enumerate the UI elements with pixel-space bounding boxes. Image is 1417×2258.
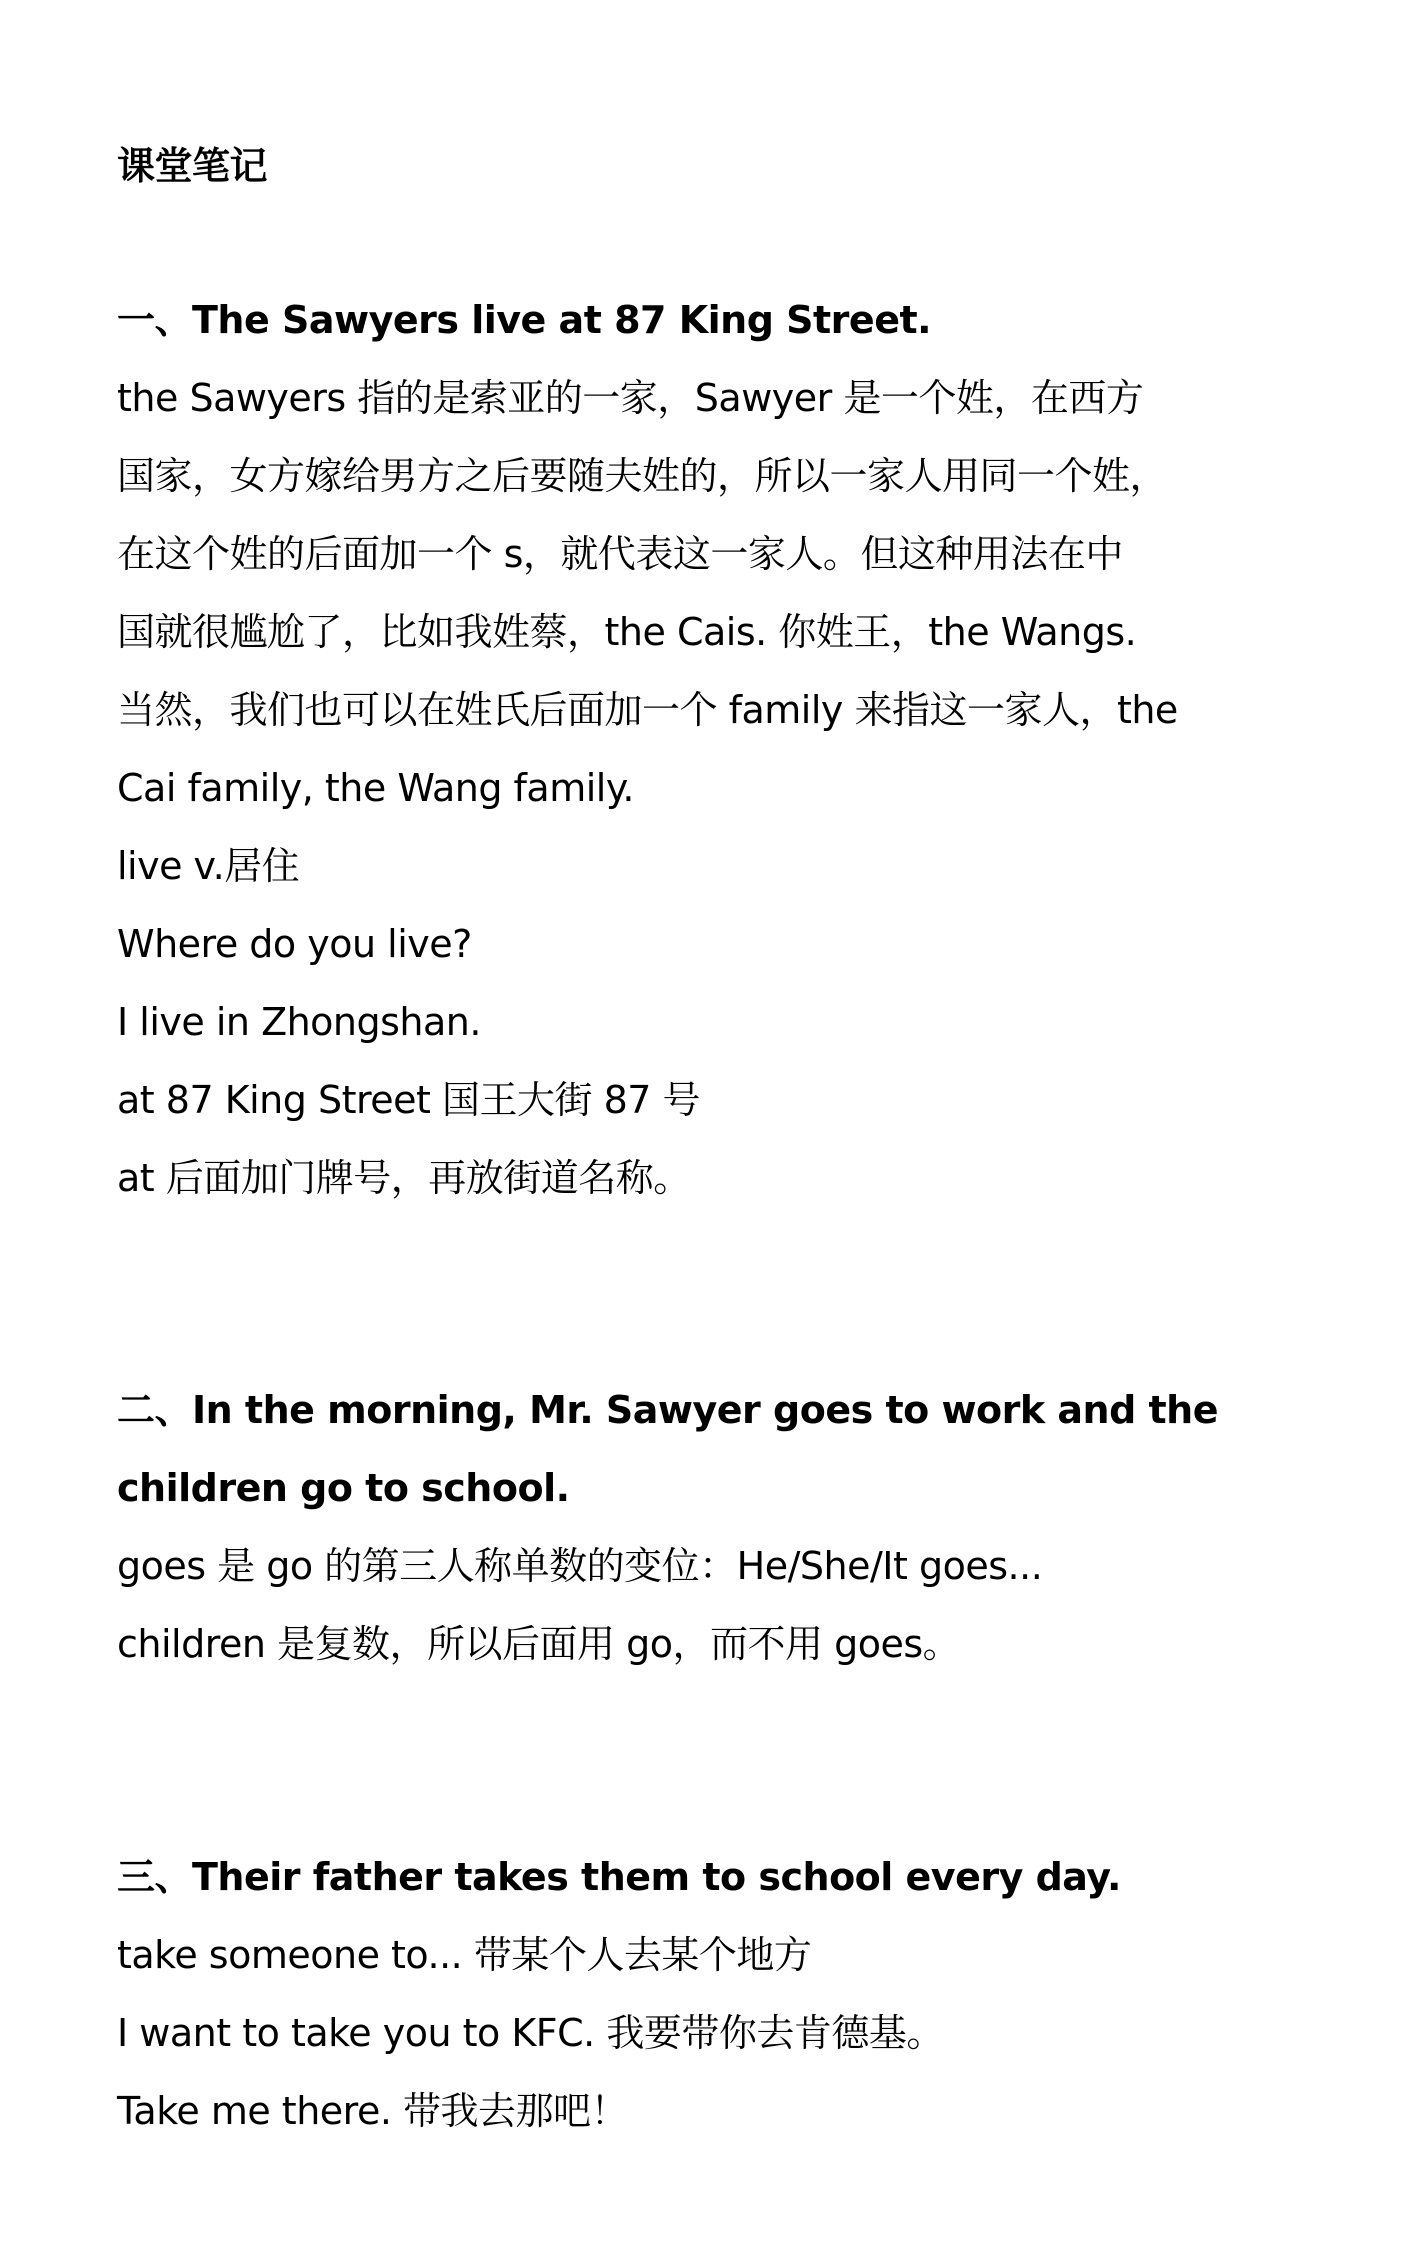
section-1 [117, 281, 1317, 1217]
section-3 [117, 1838, 1317, 2150]
page-title: 课堂笔记 [117, 144, 268, 188]
section-2 [117, 1371, 1317, 1683]
page-title-block [117, 127, 1317, 205]
note-line: the Sawyers 指的是索亚的一家，Sawyer 是一个姓，在西方 [117, 376, 1144, 420]
note-line: 国就很尴尬了，比如我姓蔡，the Cais. 你姓王，the Wangs. [117, 610, 1137, 654]
note-line: take someone to... 带某个人去某个地方 [117, 1933, 812, 1977]
note-line: I want to take you to KFC. 我要带你去肯德基。 [117, 2011, 944, 2055]
section-heading: children go to school. [117, 1466, 570, 1510]
note-line: at 后面加门牌号，再放街道名称。 [117, 1156, 691, 1200]
note-line: 当然，我们也可以在姓氏后面加一个 family 来指这一家人，the [117, 688, 1178, 732]
note-line: 在这个姓的后面加一个 s，就代表这一家人。但这种用法在中 [117, 532, 1123, 576]
note-line: at 87 King Street 国王大街 87 号 [117, 1078, 701, 1122]
note-line: I live in Zhongshan. [117, 1000, 481, 1044]
section-heading: 一、The Sawyers live at 87 King Street. [117, 298, 932, 342]
note-line: Take me there. 带我去那吧！ [117, 2089, 628, 2133]
note-line: live v.居住 [117, 844, 300, 888]
note-line: Cai family, the Wang family. [117, 766, 634, 810]
note-line: goes 是 go 的第三人称单数的变位：He/She/It goes... [117, 1544, 1043, 1588]
section-heading: 二、In the morning, Mr. Sawyer goes to work and the [117, 1388, 1219, 1432]
note-line: Where do you live? [117, 922, 472, 966]
note-line: children 是复数，所以后面用 go，而不用 goes。 [117, 1622, 961, 1666]
section-heading: 三、Their father takes them to school every day. [117, 1855, 1121, 1899]
note-line: 国家，女方嫁给男方之后要随夫姓的，所以一家人用同一个姓， [117, 454, 1168, 498]
